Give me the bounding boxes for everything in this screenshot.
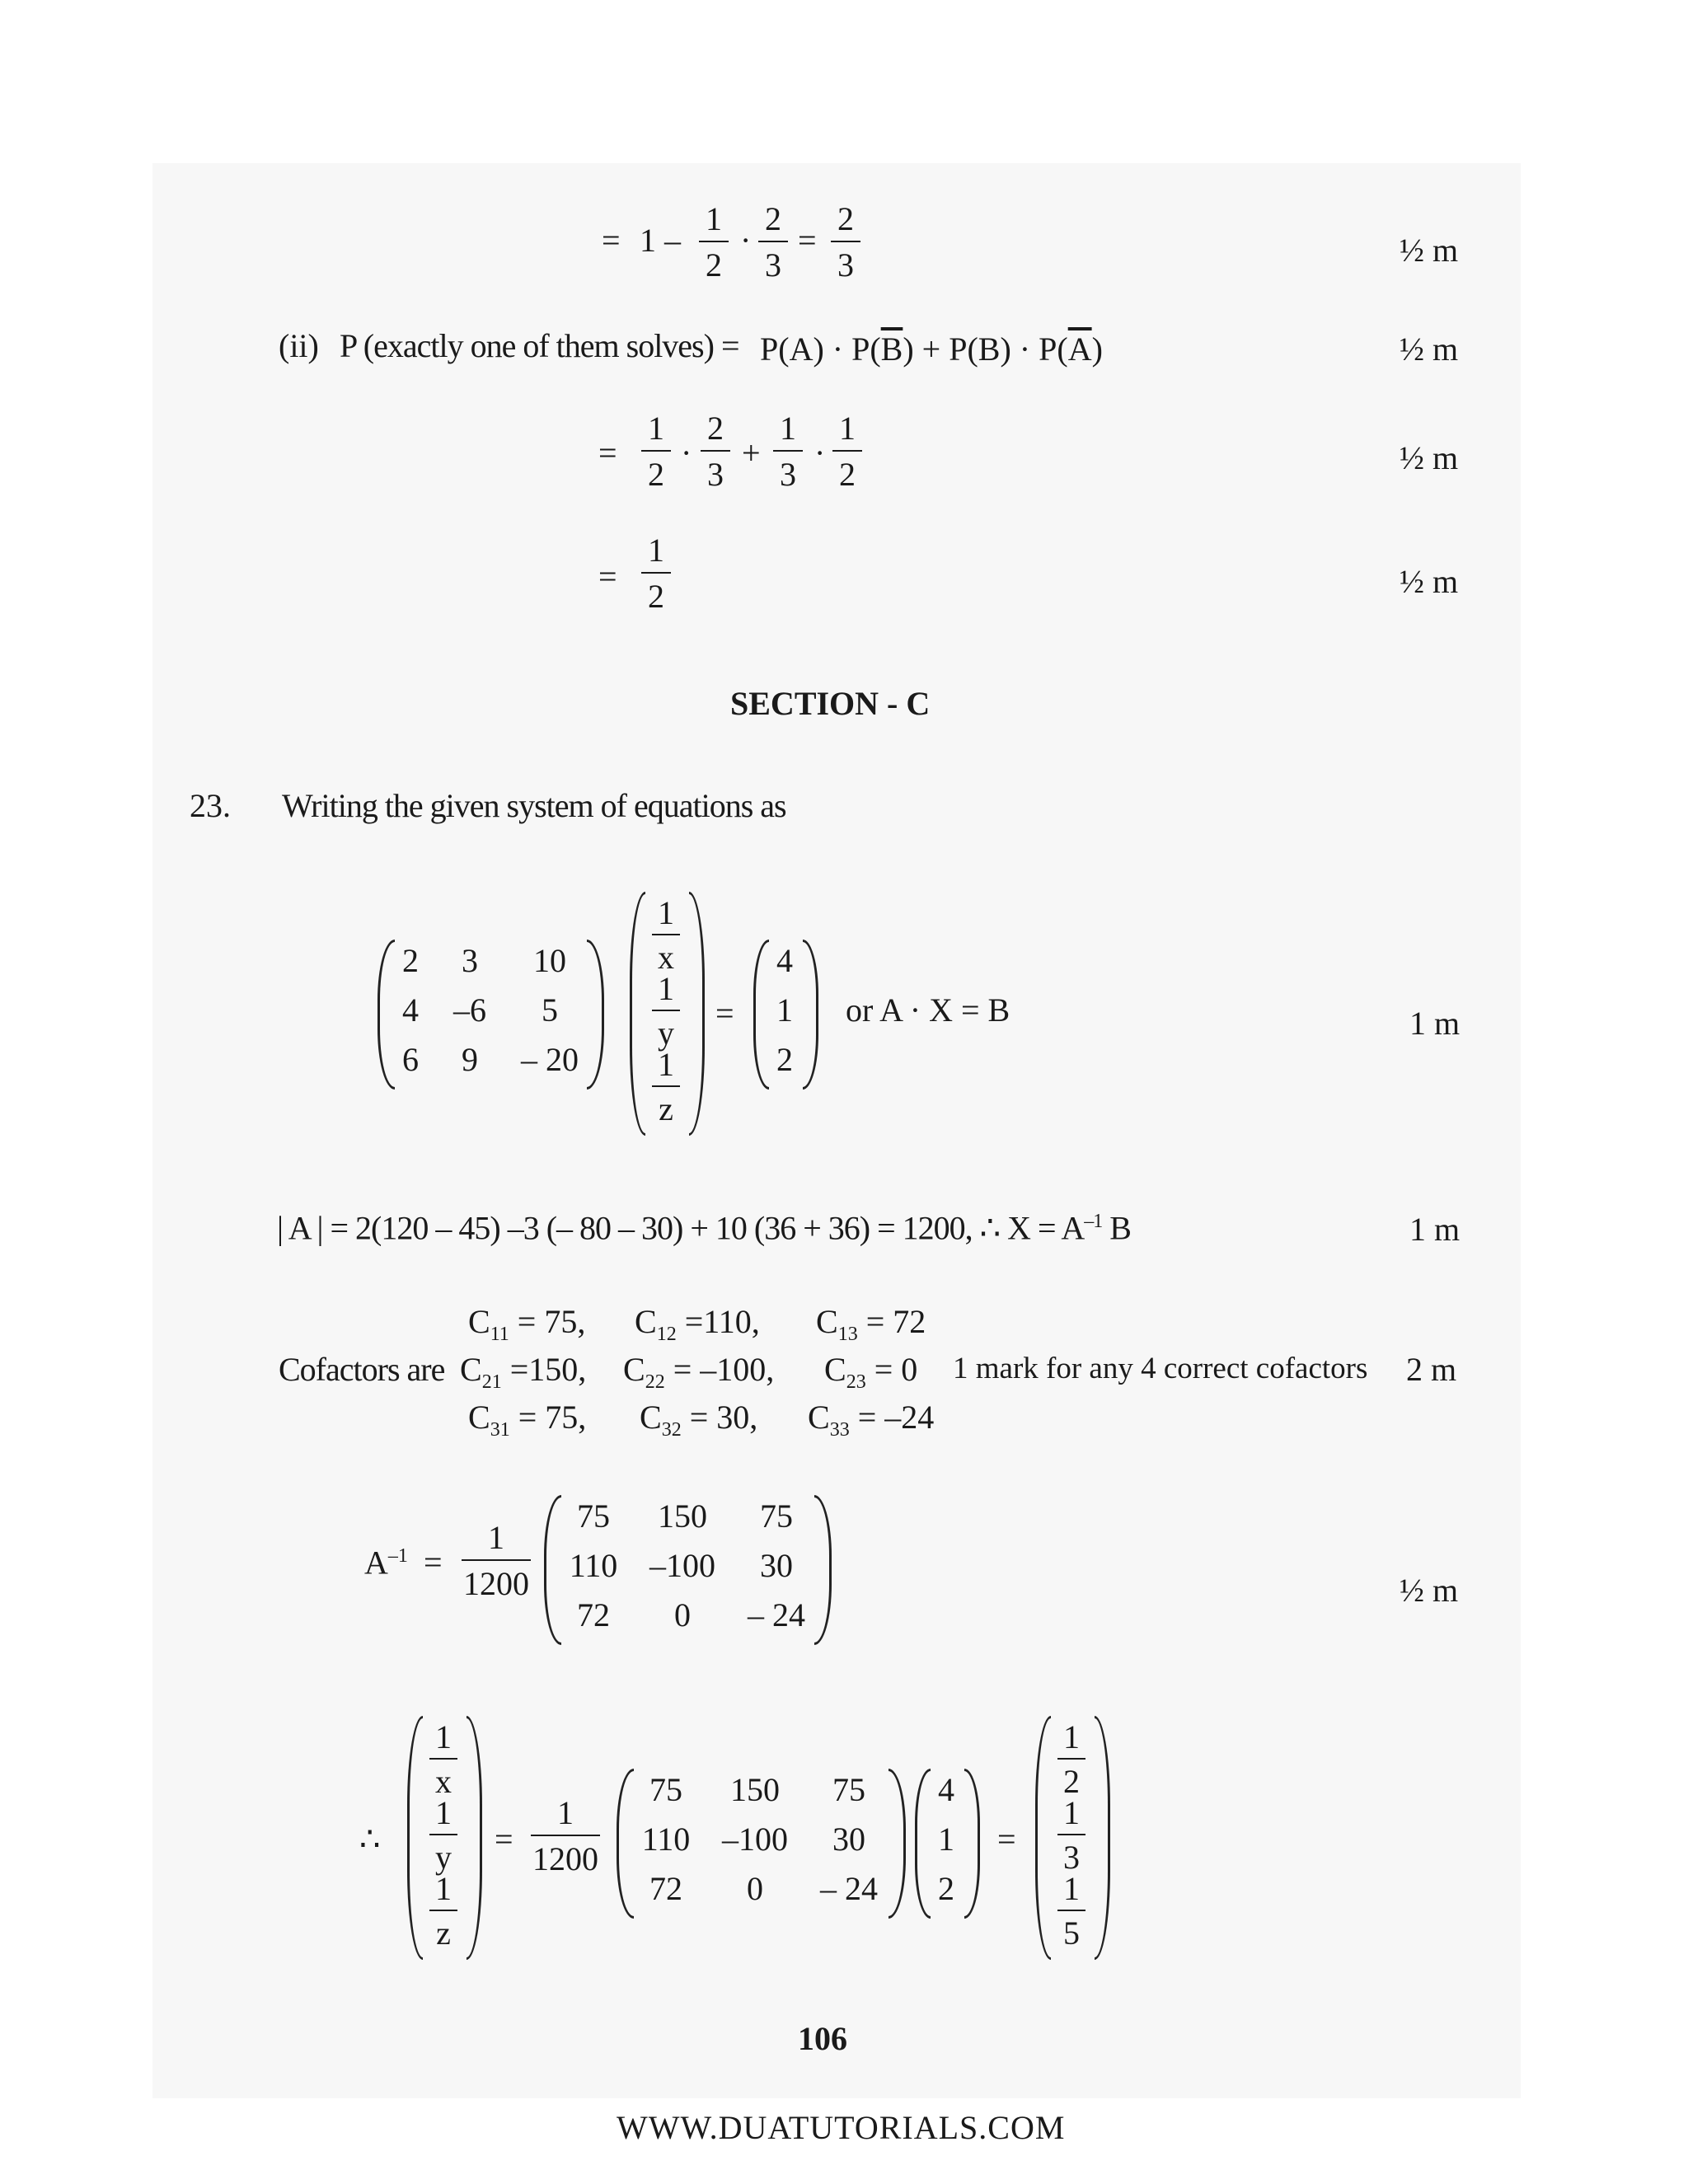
fraction: 1 2 bbox=[640, 412, 673, 491]
vector-entry: 1 5 bbox=[1053, 1872, 1090, 1950]
cofactors-label: Cofactors are bbox=[279, 1351, 445, 1388]
fraction: 1 2 bbox=[640, 534, 673, 613]
matrix-cell: 150 bbox=[658, 1497, 707, 1535]
dot-operator: · bbox=[740, 222, 752, 259]
matrix-cell: 3 bbox=[462, 942, 478, 979]
cofactor: $C_{12} =110$, bbox=[635, 1303, 760, 1345]
cofactor: $C_{31} = 75$, bbox=[468, 1399, 587, 1441]
equals-sign: = bbox=[602, 222, 621, 259]
matrix-cell: 110 bbox=[569, 1547, 618, 1584]
matrix-cell: 72 bbox=[577, 1596, 610, 1633]
vector-entry: 1 bbox=[776, 991, 793, 1029]
cofactor: $C_{33} = -24$ bbox=[808, 1399, 935, 1441]
matrix-cell: 75 bbox=[649, 1771, 682, 1808]
section-heading: SECTION - C bbox=[730, 685, 931, 722]
fraction: 1 2 bbox=[831, 412, 864, 491]
dot-operator: · bbox=[814, 434, 826, 471]
matrix-cell: 110 bbox=[641, 1821, 691, 1858]
question-text: Writing the given system of equations as bbox=[282, 787, 786, 824]
vector-entry: 1 2 bbox=[1053, 1721, 1090, 1798]
statement-text: P (exactly one of them solves) = bbox=[340, 327, 739, 364]
matrix-cell: 6 bbox=[402, 1041, 419, 1078]
matrix-cell: 75 bbox=[760, 1497, 793, 1535]
matrix-cell: 9 bbox=[462, 1041, 478, 1078]
equals-sign: = bbox=[495, 1821, 513, 1858]
matrix-cell: –100 bbox=[722, 1821, 788, 1858]
vector-entry: 4 bbox=[938, 1771, 954, 1808]
left-paren bbox=[1035, 1716, 1051, 1960]
matrix-cell: 0 bbox=[747, 1870, 763, 1907]
vector-entry: 1 z bbox=[425, 1872, 462, 1950]
vector-entry: 2 bbox=[776, 1041, 793, 1078]
vector-entry: 4 bbox=[776, 942, 793, 979]
cofactor: $C_{23} = 0$ bbox=[824, 1351, 918, 1393]
fraction: 2 3 bbox=[699, 412, 732, 491]
vector-entry: 1 bbox=[938, 1821, 954, 1858]
vector-entry: 1 3 bbox=[1053, 1797, 1090, 1874]
mark-label: 1 m bbox=[1409, 1005, 1461, 1042]
cofactor: $C_{21} =150$, bbox=[460, 1351, 587, 1393]
mark-label: ½ m bbox=[1400, 563, 1459, 600]
fraction: 2 3 bbox=[829, 203, 862, 282]
equals-sign: = bbox=[798, 222, 817, 259]
matrix-form-text: or A · X = B bbox=[846, 991, 1010, 1029]
page-number: 106 bbox=[798, 2020, 847, 2057]
equals-sign: = bbox=[997, 1821, 1016, 1858]
matrix-cell: –6 bbox=[453, 991, 486, 1029]
cofactor: $C_{13} = 72$ bbox=[816, 1303, 926, 1345]
mark-label: ½ m bbox=[1400, 439, 1459, 476]
probability-expression: $P(A) \cdot P(\overline{B}) + P(B) \cdot P(\overline{A})$ bbox=[760, 330, 1103, 368]
matrix-cell: 75 bbox=[832, 1771, 865, 1808]
cofactor: $C_{11} = 75$, bbox=[468, 1303, 586, 1345]
matrix-cell: 4 bbox=[402, 991, 419, 1029]
matrix-cell: 5 bbox=[542, 991, 558, 1029]
dot-operator: · bbox=[681, 434, 692, 471]
cofactor: $C_{22} = -100$, bbox=[623, 1351, 775, 1393]
mark-label: ½ m bbox=[1400, 232, 1459, 269]
matrix-cell: 72 bbox=[649, 1870, 682, 1907]
fraction: 1 2 bbox=[697, 203, 730, 282]
matrix-cell: – 20 bbox=[521, 1041, 579, 1078]
scalar-fraction: 1 1200 bbox=[532, 1794, 598, 1877]
fraction: 2 3 bbox=[757, 203, 790, 282]
cofactor: $C_{32} = 30$, bbox=[640, 1399, 758, 1441]
vector-entry: 2 bbox=[938, 1870, 954, 1907]
vector-entry: 1 y bbox=[425, 1797, 462, 1874]
vector-entry: 1 z bbox=[648, 1048, 684, 1126]
equals-sign: = bbox=[424, 1544, 443, 1581]
matrix-cell: 30 bbox=[832, 1821, 865, 1858]
determinant-text: | A | = 2(120 – 45) –3 (– 80 – 30) + 10 (36 + 36) = 1200, ∴ $X = A^{-1}$ B bbox=[277, 1209, 1131, 1247]
left-paren bbox=[630, 892, 645, 1136]
cofactor-marking-note: 1 mark for any 4 correct cofactors bbox=[953, 1352, 1368, 1385]
therefore-symbol: ∴ bbox=[359, 1821, 381, 1858]
matrix-cell: 2 bbox=[402, 942, 419, 979]
footer-website: WWW.DUATUTORIALS.COM bbox=[617, 2109, 1066, 2146]
mark-label: ½ m bbox=[1400, 1572, 1459, 1609]
part-label: (ii) bbox=[279, 327, 319, 364]
mark-label: 1 m bbox=[1409, 1211, 1461, 1248]
left-paren bbox=[407, 1716, 423, 1960]
vector-entry: 1 x bbox=[648, 897, 684, 974]
plus-operator: + bbox=[742, 434, 761, 471]
question-number: 23. bbox=[190, 787, 231, 824]
vector-entry: 1 y bbox=[648, 972, 684, 1050]
equals-sign: = bbox=[598, 434, 617, 471]
mark-label: ½ m bbox=[1400, 330, 1459, 368]
matrix-cell: – 24 bbox=[820, 1870, 878, 1907]
inverse-symbol: $A^{-1}$ bbox=[364, 1544, 408, 1582]
mark-label: 2 m bbox=[1406, 1351, 1457, 1388]
matrix-cell: –100 bbox=[649, 1547, 715, 1584]
matrix-cell: – 24 bbox=[748, 1596, 805, 1633]
fraction: 1 3 bbox=[771, 412, 804, 491]
expression-text: 1 – bbox=[640, 222, 681, 259]
matrix-cell: 30 bbox=[760, 1547, 793, 1584]
matrix-cell: 0 bbox=[674, 1596, 691, 1633]
equals-sign: = bbox=[715, 995, 734, 1032]
matrix-cell: 75 bbox=[577, 1497, 610, 1535]
vector-entry: 1 x bbox=[425, 1721, 462, 1798]
matrix-cell: 10 bbox=[533, 942, 566, 979]
equals-sign: = bbox=[598, 558, 617, 595]
scalar-fraction: 1 1200 bbox=[463, 1519, 529, 1602]
matrix-cell: 150 bbox=[730, 1771, 780, 1808]
